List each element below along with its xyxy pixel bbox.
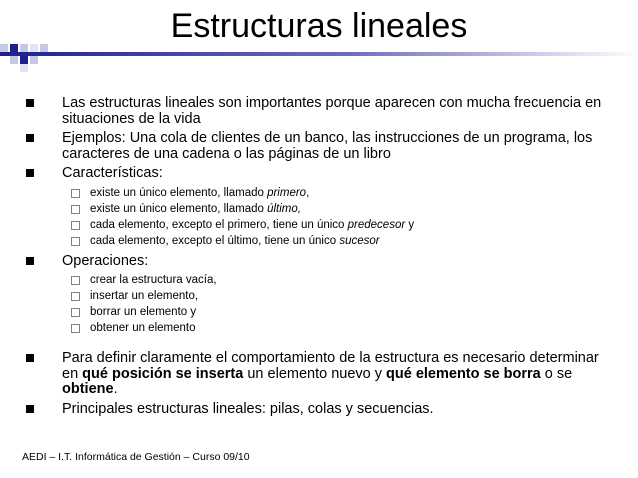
title-decoration bbox=[0, 38, 638, 72]
op3-text: borrar un elemento y bbox=[90, 306, 197, 318]
def-bold-d: qué elemento se borra bbox=[386, 365, 541, 382]
slide-title: Estructuras lineales bbox=[170, 7, 468, 45]
spacer bbox=[22, 337, 612, 351]
intro-text: Las estructuras lineales son importantes porque aparecen con mucha frecuencia en situaciones de la vida bbox=[62, 95, 602, 127]
bullet-principales bbox=[22, 402, 612, 418]
def-bold-f: obtiene bbox=[62, 381, 114, 397]
square-bullet-icon bbox=[26, 99, 34, 107]
square-bullet-icon bbox=[26, 134, 34, 142]
principales-text: Principales estructuras lineales: pilas, colas y secuencias. bbox=[62, 400, 434, 417]
square-bullet-icon bbox=[26, 354, 34, 362]
def-bold-b: qué posición se inserta bbox=[82, 365, 244, 382]
sub-item-op3 bbox=[22, 305, 612, 320]
sub-item-op4 bbox=[22, 321, 612, 336]
bullet-ejemplos bbox=[22, 131, 612, 162]
op1-text: crear la estructura vacía, bbox=[90, 274, 217, 286]
hollow-square-bullet-icon bbox=[71, 292, 80, 301]
caracteristicas-text: Características: bbox=[62, 165, 163, 181]
bullet-definicion bbox=[22, 351, 612, 398]
sub-item-op1 bbox=[22, 273, 612, 288]
hollow-square-bullet-icon bbox=[71, 276, 80, 285]
car2-text: existe un único elemento, llamado bbox=[90, 202, 268, 215]
car1-emphasis: primero bbox=[267, 186, 307, 199]
def-text-g: . bbox=[113, 381, 118, 397]
car3-tail: y bbox=[405, 218, 415, 231]
op4-text: obtener un elemento bbox=[90, 322, 196, 334]
hollow-square-bullet-icon bbox=[71, 308, 80, 317]
sub-item-car2 bbox=[22, 202, 612, 217]
car2-emphasis: último, bbox=[267, 202, 301, 215]
bullet-operaciones bbox=[22, 254, 612, 270]
hollow-square-bullet-icon bbox=[71, 324, 80, 333]
op2-text: insertar un elemento, bbox=[90, 290, 199, 302]
hollow-square-bullet-icon bbox=[71, 205, 80, 214]
square-bullet-icon bbox=[26, 405, 34, 413]
square-bullet-icon bbox=[26, 257, 34, 265]
square-bullet-icon bbox=[26, 169, 34, 177]
def-text-a: Para definir claramente el comportamiento de la estructura es necesario determinar en bbox=[62, 350, 599, 382]
bullet-caracteristicas bbox=[22, 166, 612, 182]
sub-item-car1 bbox=[22, 186, 612, 201]
car4-emphasis: sucesor bbox=[339, 234, 380, 247]
hollow-square-bullet-icon bbox=[71, 237, 80, 246]
car1-text: existe un único elemento, llamado bbox=[90, 186, 268, 199]
car3-emphasis: predecesor bbox=[347, 218, 406, 231]
hollow-square-bullet-icon bbox=[71, 189, 80, 198]
def-text-c: un elemento nuevo y bbox=[243, 365, 387, 382]
ejemplos-text: Ejemplos: Una cola de clientes de un banco, las instrucciones de un programa, los caracteres de una cadena o las páginas de un libro bbox=[62, 130, 593, 162]
sub-item-op2 bbox=[22, 289, 612, 304]
slide-content bbox=[22, 96, 612, 421]
car1-punct: , bbox=[306, 186, 310, 199]
bullet-intro bbox=[22, 96, 612, 127]
sub-item-car4 bbox=[22, 234, 612, 249]
hollow-square-bullet-icon bbox=[71, 221, 80, 230]
def-text-e: o se bbox=[540, 365, 573, 382]
sub-item-car3 bbox=[22, 218, 612, 233]
car4-text: cada elemento, excepto el último, tiene un único bbox=[90, 234, 340, 247]
operaciones-text: Operaciones: bbox=[62, 252, 149, 269]
slide-footer: AEDI – I.T. Informática de Gestión – Curso 09/10 bbox=[22, 451, 250, 463]
car3-text: cada elemento, excepto el primero, tiene un único bbox=[90, 218, 348, 231]
